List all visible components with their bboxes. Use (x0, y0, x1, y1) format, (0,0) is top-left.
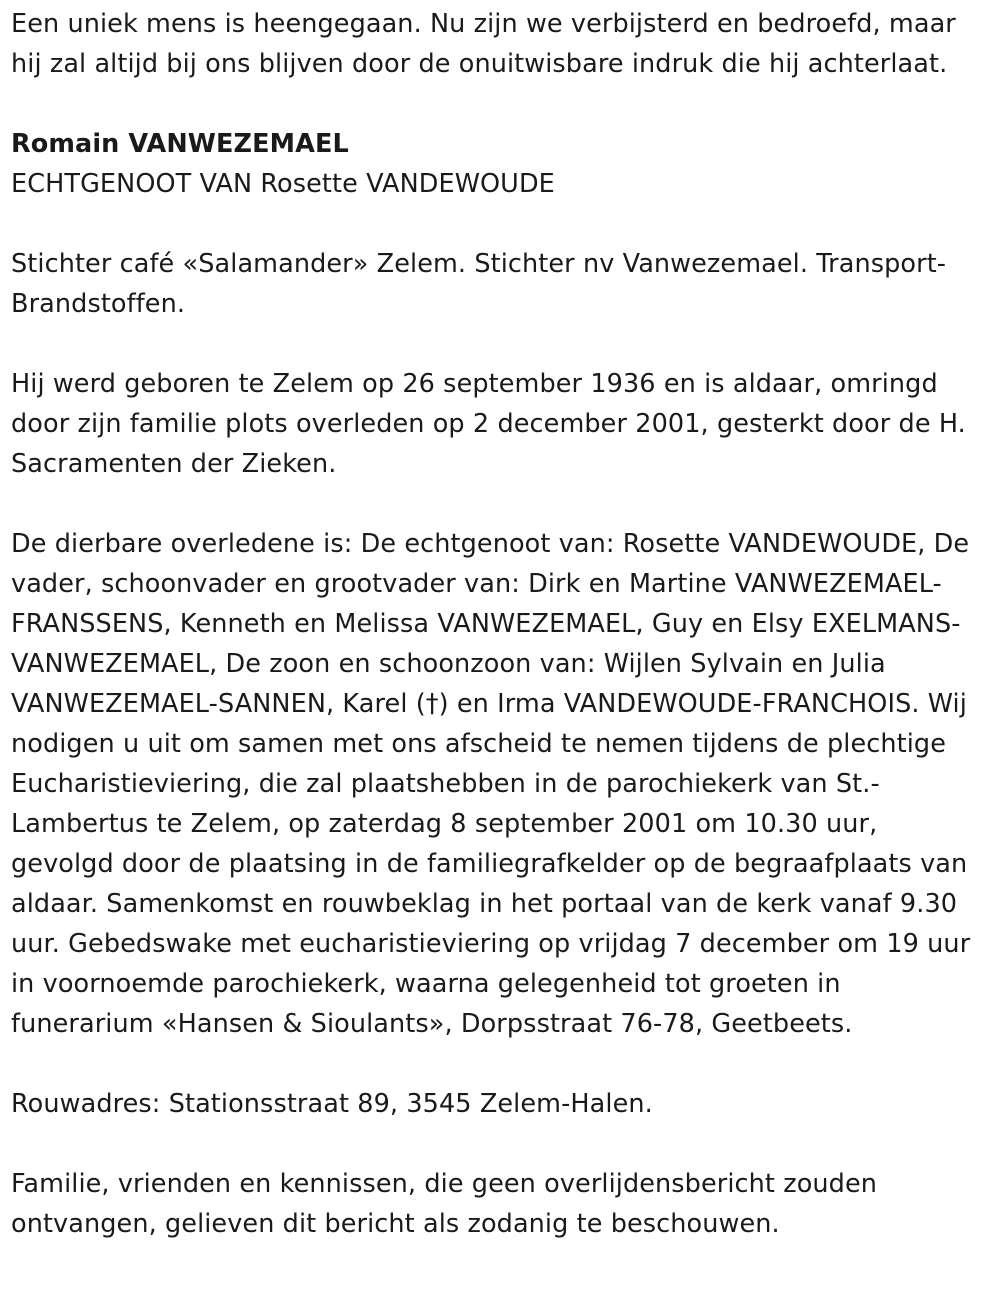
birth-death-paragraph: Hij werd geboren te Zelem op 26 september 1936 en is aldaar, omringd door zijn familie plots overleden op 2 december 2001, gesterkt door de H. Sacramenten der Zieken. (11, 369, 966, 479)
occupation-paragraph: Stichter café «Salamander» Zelem. Stichter nv Vanwezemael. Transport-Brandstoffen. (11, 249, 947, 319)
deceased-name: Romain VANWEZEMAEL (11, 129, 349, 159)
address-paragraph: Rouwadres: Stationsstraat 89, 3545 Zelem-Halen. (11, 1089, 653, 1119)
closing-paragraph: Familie, vrienden en kennissen, die geen overlijdensbericht zouden ontvangen, gelieven dit bericht als zodanig te beschouwen. (11, 1169, 877, 1239)
family-announcement-paragraph: De dierbare overledene is: De echtgenoot van: Rosette VANDEWOUDE, De vader, schoonvader en grootvader van: Dirk en Martine VANWEZEMAEL-FRANSSENS, Kenneth en Melissa VANWEZEMAEL, Guy en Elsy EXELMANS-VANWEZEMAEL, De zoon en schoonzoon van: Wijlen Sylvain en Julia VANWEZEMAEL-SANNEN, Karel (†) en Irma VANDEWOUDE-FRANCHOIS. Wij nodigen u uit om samen met ons afscheid te nemen tijdens de plechtige Eucharistieviering, die zal plaatshebben in de parochiekerk van St.-Lambertus te Zelem, op zaterdag 8 september 2001 om 10.30 uur, gevolgd door de plaatsing in de familiegrafkelder op de begraafplaats van aldaar. Samenkomst en rouwbeklag in het portaal van de kerk vanaf 9.30 uur. Gebedswake met eucharistieviering op vrijdag 7 december om 19 uur in voornoemde parochiekerk, waarna gelegenheid tot groeten in funerarium «Hansen & Sioulants», Dorpsstraat 76-78, Geetbeets. (11, 529, 971, 1039)
intro-paragraph: Een uniek mens is heengegaan. Nu zijn we verbijsterd en bedroefd, maar hij zal altijd bij ons blijven door de onuitwisbare indruk die hij achterlaat. (11, 9, 956, 79)
relation-line: ECHTGENOOT VAN Rosette VANDEWOUDE (11, 169, 555, 199)
